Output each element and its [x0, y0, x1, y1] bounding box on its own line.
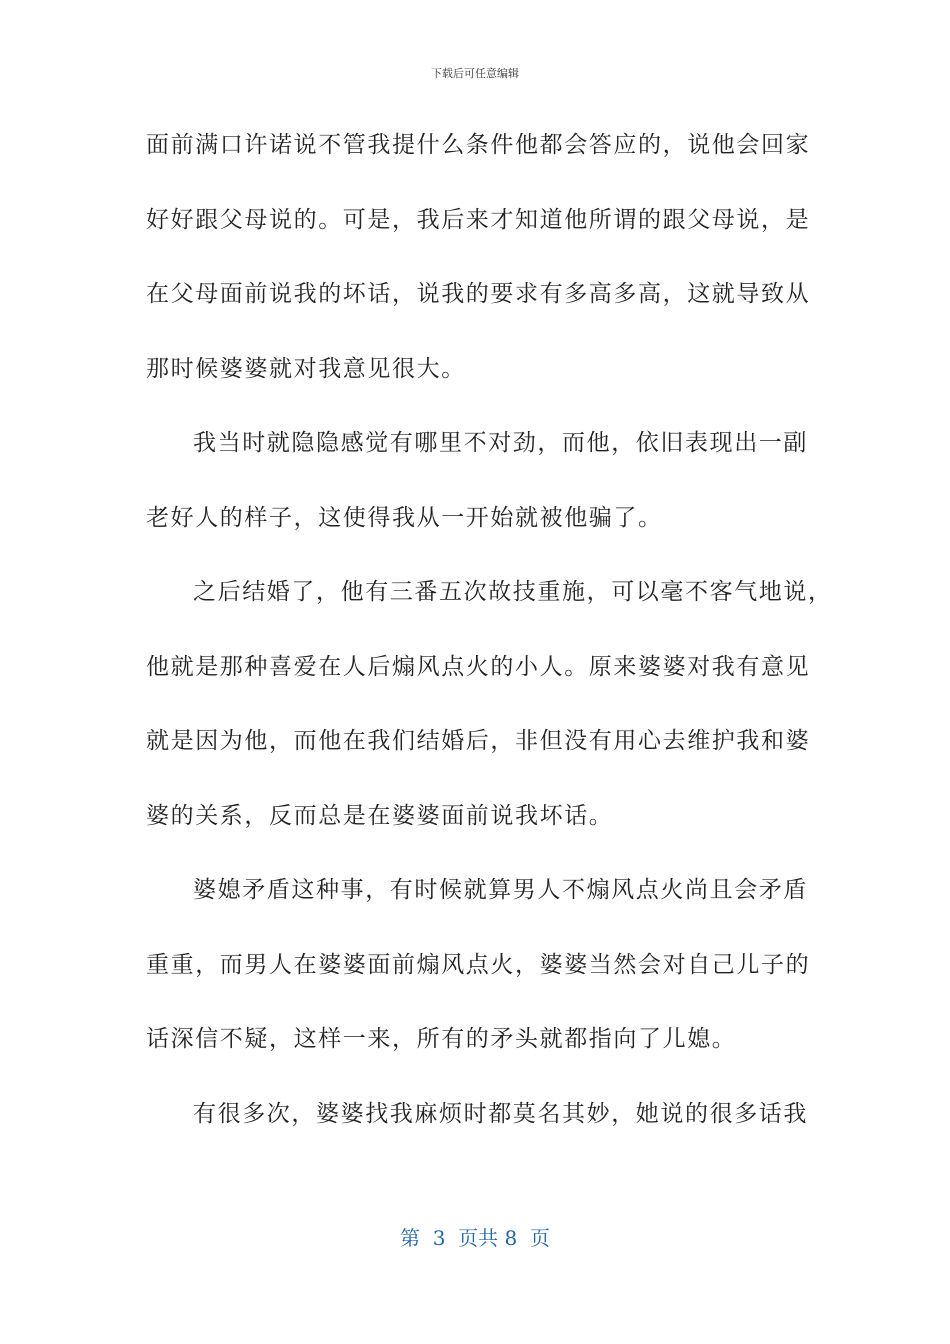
text-line: 在父母面前说我的坏话，说我的要求有多高多高，这就导致从: [146, 281, 811, 307]
text-line: 之后结婚了，他有三番五次故技重施，可以毫不客气地说，: [193, 579, 833, 605]
text-line: 婆媳矛盾这种事，有时候就算男人不煽风点火尚且会矛盾: [193, 877, 808, 903]
page-header: 下载后可任意编辑: [431, 67, 519, 80]
text-line: 就是因为他，而他在我们结婚后，非但没有用心去维护我和婆: [146, 728, 811, 754]
text-line: 有很多次，婆婆找我麻烦时都莫名其妙，她说的很多话我: [193, 1100, 808, 1127]
page-number-footer: 第 3 页共 8 页: [400, 1226, 550, 1250]
text-line: 老好人的样子，这使得我从一开始就被他骗了。: [146, 504, 663, 531]
text-line: 好好跟父母说的。可是，我后来才知道他所谓的跟父母说，是: [146, 206, 811, 233]
document-body: [146, 121, 833, 1164]
text-line: 重重，而男人在婆婆面前煽风点火，婆婆当然会对自己儿子的: [146, 951, 811, 978]
text-line: 那时候婆婆就对我意见很大。: [146, 355, 466, 382]
text-line: 面前满口许诺说不管我提什么条件他都会答应的，说他会回家: [146, 132, 811, 158]
text-line: 我当时就隐隐感觉有哪里不对劲，而他，依旧表现出一副: [193, 430, 808, 456]
text-line: 他就是那种喜爱在人后煽风点火的小人。原来婆婆对我有意见: [146, 653, 811, 680]
text-line: 话深信不疑，这样一来，所有的矛头就都指向了儿媳。: [146, 1026, 737, 1052]
text-line: 婆的关系，反而总是在婆婆面前说我坏话。: [146, 802, 614, 829]
